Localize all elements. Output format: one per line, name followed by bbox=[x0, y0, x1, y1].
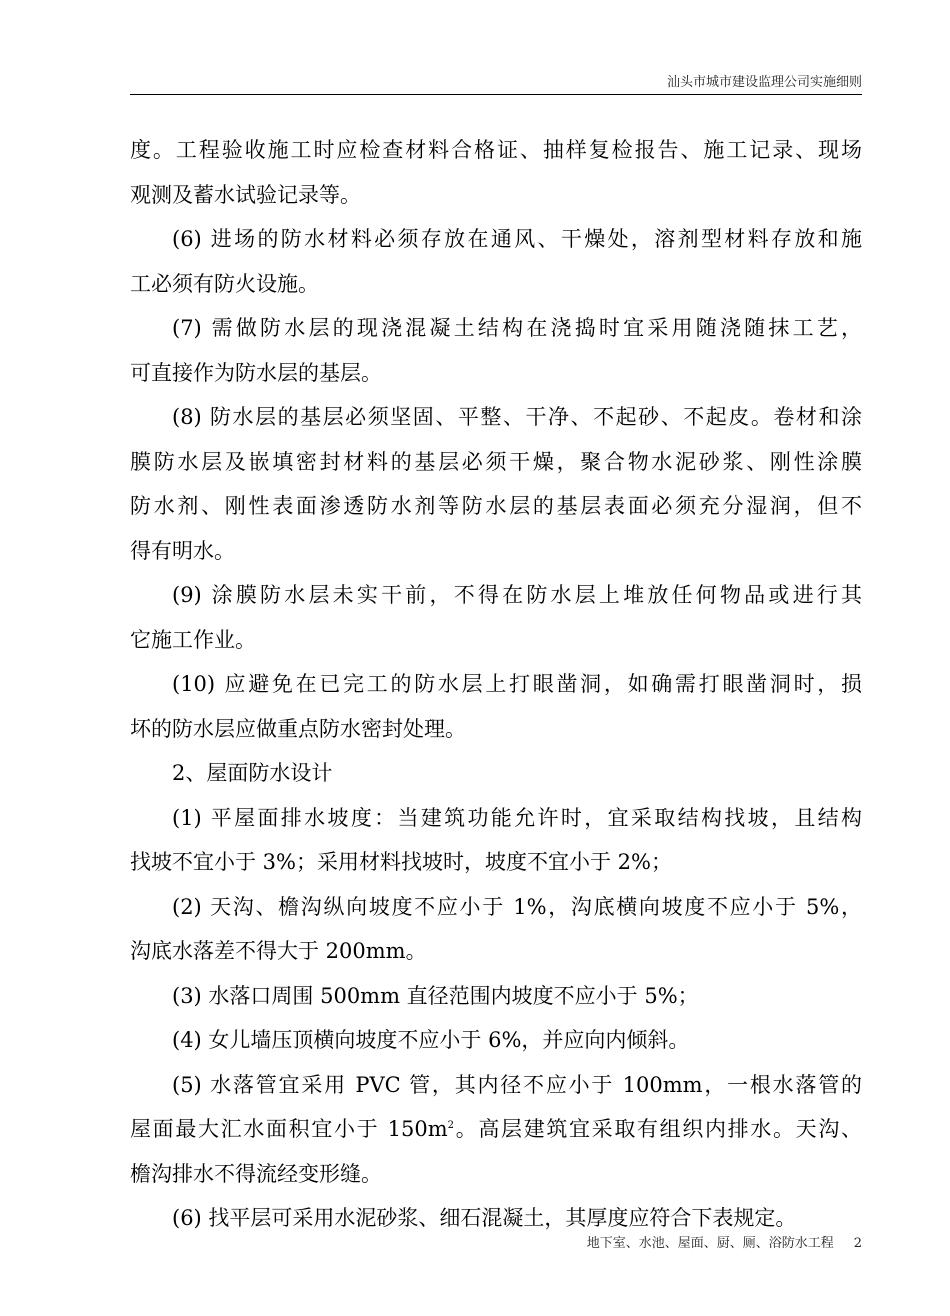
paragraph bbox=[130, 306, 862, 395]
text-line: (3) 水落口周围 500mm 直径范围内坡度不应小于 5%； bbox=[172, 983, 699, 1008]
header-title: 汕头市城市建设监理公司实施细则 bbox=[666, 75, 862, 90]
paragraph bbox=[130, 662, 862, 751]
text-line: 坏的防水层应做重点防水密封处理。 bbox=[130, 716, 466, 741]
paragraph bbox=[130, 395, 862, 573]
text-line: (2) 天沟、檐沟纵向坡度不应小于 1%，沟底横向坡度不应小于 5%， bbox=[172, 894, 862, 919]
text-line: (5) 水落管宜采用 PVC 管，其内径不应小于 100mm，一根水落管的 bbox=[172, 1072, 862, 1097]
text-line: (7) 需做防水层的现浇混凝土结构在浇捣时宜采用随浇随抹工艺， bbox=[172, 316, 862, 340]
text-line: 可直接作为防水层的基层。 bbox=[130, 360, 382, 385]
footer-title: 地下室、水池、屋面、厨、厕、浴防水工程 bbox=[586, 1236, 834, 1251]
page-footer bbox=[130, 1236, 862, 1254]
text-line: (10) 应避免在已完工的防水层上打眼凿洞，如确需打眼凿洞时，损 bbox=[172, 672, 862, 696]
section-heading bbox=[130, 751, 862, 796]
paragraph bbox=[130, 1196, 862, 1241]
text-line: 得有明水。 bbox=[130, 538, 235, 563]
text-line: 工必须有防火设施。 bbox=[130, 271, 319, 296]
text-line: (4) 女儿墙压顶横向坡度不应小于 6%，并应向内倾斜。 bbox=[172, 1028, 690, 1052]
text-line: 找坡不宜小于 3%；采用材料找坡时，坡度不宜小于 2%； bbox=[130, 850, 672, 874]
paragraph bbox=[130, 974, 862, 1019]
paragraph bbox=[130, 796, 862, 885]
paragraph bbox=[130, 1018, 862, 1063]
text-segment: 。高层建筑宜采取有组织内排水。天沟、 bbox=[454, 1117, 863, 1141]
superscript: 2 bbox=[447, 1120, 455, 1131]
text-line: 度。工程验收施工时应检查材料合格证、抽样复检报告、施工记录、现场 bbox=[130, 138, 862, 162]
text-line bbox=[130, 1107, 862, 1152]
text-line: 檐沟排水不得流经变形缝。 bbox=[130, 1161, 382, 1186]
text-line: (6) 进场的防水材料必须存放在通风、干燥处，溶剂型材料存放和施 bbox=[172, 227, 862, 251]
text-line: (6) 找平层可采用水泥砂浆、细石混凝土，其厚度应符合下表规定。 bbox=[172, 1206, 797, 1230]
text-line: 沟底水落差不得大于 200mm。 bbox=[130, 939, 427, 963]
text-line: 膜防水层及嵌填密封材料的基层必须干燥，聚合物水泥砂浆、刚性涂膜 bbox=[130, 449, 862, 474]
text-line: (1) 平屋面排水坡度：当建筑功能允许时，宜采取结构找坡，且结构 bbox=[172, 805, 862, 830]
paragraph bbox=[130, 573, 862, 662]
text-line: 2、屋面防水设计 bbox=[172, 761, 333, 785]
text-segment: 屋面最大汇水面积宜小于 150m bbox=[130, 1117, 448, 1141]
page-number: 2 bbox=[853, 1236, 862, 1251]
paragraph bbox=[130, 885, 862, 974]
paragraph bbox=[130, 217, 862, 306]
paragraph bbox=[130, 1063, 862, 1197]
document-body bbox=[130, 128, 862, 1241]
page-header bbox=[130, 76, 862, 95]
text-line: 观测及蓄水试验记录等。 bbox=[130, 182, 361, 207]
paragraph bbox=[130, 128, 862, 217]
text-line: 防水剂、刚性表面渗透防水剂等防水层的基层表面必须充分湿润，但不 bbox=[130, 494, 862, 518]
text-line: (9) 涂膜防水层未实干前，不得在防水层上堆放任何物品或进行其 bbox=[172, 583, 862, 607]
text-line: 它施工作业。 bbox=[130, 627, 256, 652]
text-line: (8) 防水层的基层必须坚固、平整、干净、不起砂、不起皮。卷材和涂 bbox=[172, 405, 862, 429]
